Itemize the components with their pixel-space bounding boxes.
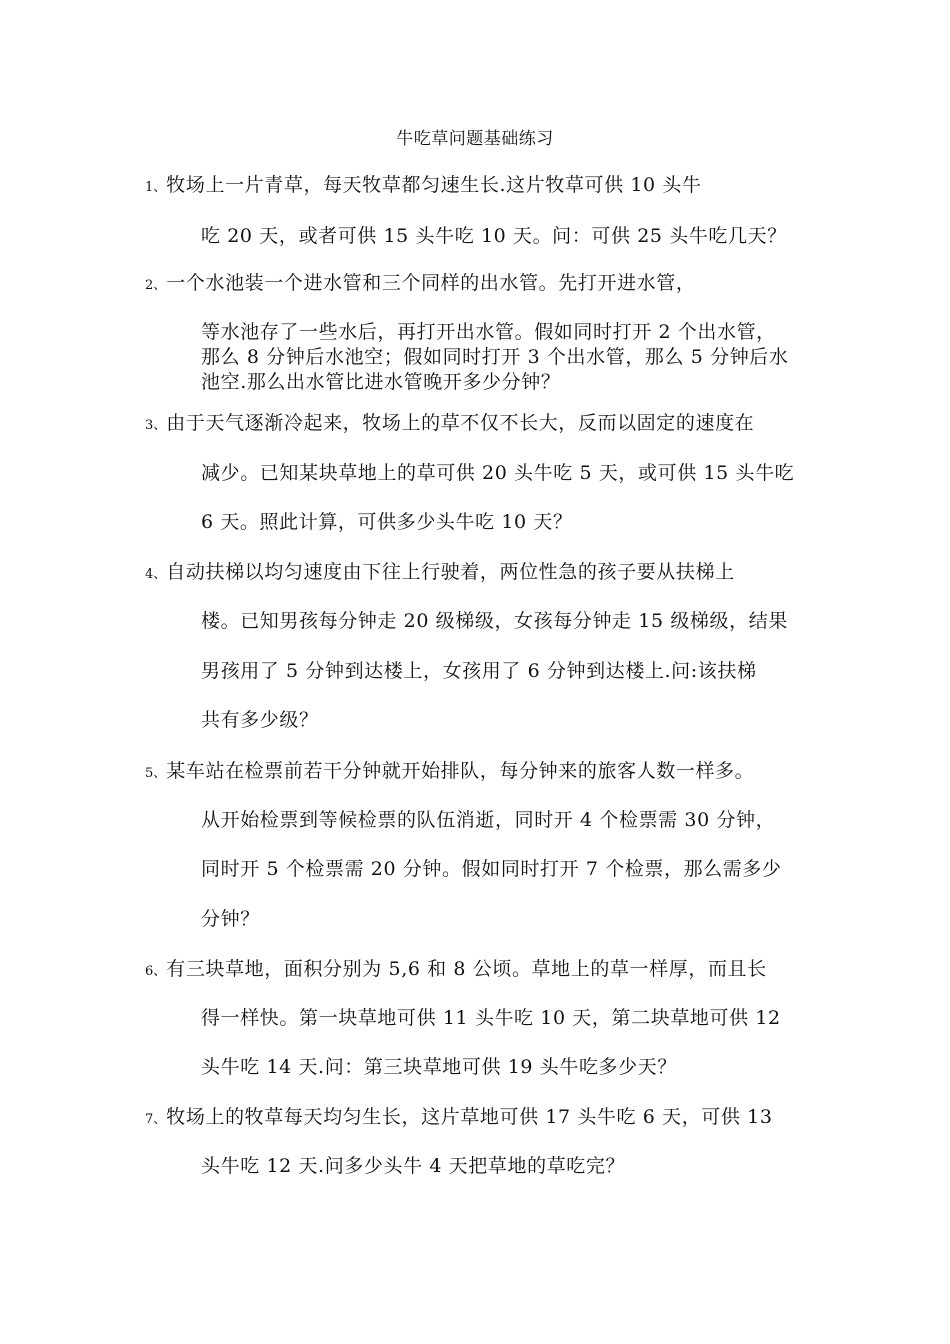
problem-4-text: 自动扶梯以均匀速度由下往上行驶着，两位性急的孩子要从扶梯上 bbox=[166, 561, 735, 583]
problem-6-line-2: 得一样快。第一块草地可供 11 头牛吃 10 天，第二块草地可供 12 bbox=[201, 1007, 781, 1029]
problem-5-line-3: 同时开 5 个检票需 20 分钟。假如同时打开 7 个检票，那么需多少 bbox=[201, 858, 782, 880]
problem-4-line-1 bbox=[145, 560, 735, 587]
problem-2-line-1 bbox=[145, 271, 695, 298]
problem-1-number: 1、 bbox=[145, 180, 167, 195]
problem-5-line-1 bbox=[145, 759, 754, 786]
problem-3-line-3: 6 天。照此计算，可供多少头牛吃 10 天？ bbox=[201, 511, 573, 533]
problem-2-line-3: 那么 8 分钟后水池空；假如同时打开 3 个出水管，那么 5 分钟后水 bbox=[201, 346, 789, 368]
problem-6-line-3: 头牛吃 14 天.问：第三块草地可供 19 头牛吃多少天？ bbox=[201, 1056, 677, 1078]
problem-7-number: 7、 bbox=[145, 1112, 167, 1127]
problem-6-text: 有三块草地，面积分别为 5,6 和 8 公顷。草地上的草一样厚，而且长 bbox=[166, 958, 767, 980]
problem-5-text: 某车站在检票前若干分钟就开始排队，每分钟来的旅客人数一样多。 bbox=[166, 760, 755, 782]
problem-4-number: 4、 bbox=[145, 567, 167, 582]
problem-3-number: 3、 bbox=[145, 418, 167, 433]
problem-5-number: 5、 bbox=[145, 766, 167, 781]
problem-3-line-1 bbox=[145, 411, 754, 438]
problem-1-line-1 bbox=[145, 173, 702, 200]
problem-5-line-2: 从开始检票到等候检票的队伍消逝，同时开 4 个检票需 30 分钟， bbox=[201, 809, 776, 831]
problem-1-text: 牧场上一片青草，每天牧草都匀速生长.这片牧草可供 10 头牛 bbox=[166, 174, 702, 196]
problem-4-line-3: 男孩用了 5 分钟到达楼上，女孩用了 6 分钟到达楼上.问:该扶梯 bbox=[201, 660, 757, 682]
problem-4-line-4: 共有多少级？ bbox=[201, 709, 319, 731]
problem-3-text: 由于天气逐渐冷起来，牧场上的草不仅不长大，反而以固定的速度在 bbox=[166, 412, 755, 434]
problem-6-line-1 bbox=[145, 957, 767, 984]
problem-3-line-2: 减少。已知某块草地上的草可供 20 头牛吃 5 天，或可供 15 头牛吃 bbox=[201, 462, 795, 484]
problem-2-number: 2、 bbox=[145, 278, 167, 293]
problem-2-line-4: 池空.那么出水管比进水管晚开多少分钟？ bbox=[201, 371, 561, 393]
problem-7-text: 牧场上的牧草每天均匀生长，这片草地可供 17 头牛吃 6 天，可供 13 bbox=[166, 1106, 773, 1128]
problem-5-line-4: 分钟？ bbox=[201, 908, 260, 930]
problem-7-line-2: 头牛吃 12 天.问多少头牛 4 天把草地的草吃完？ bbox=[201, 1155, 626, 1177]
problem-1-line-2: 吃 20 天，或者可供 15 头牛吃 10 天。问：可供 25 头牛吃几天？ bbox=[201, 225, 787, 247]
problem-7-line-1 bbox=[145, 1105, 773, 1132]
problem-6-number: 6、 bbox=[145, 964, 167, 979]
problem-2-line-2: 等水池存了一些水后，再打开出水管。假如同时打开 2 个出水管， bbox=[201, 321, 776, 343]
document-title: 牛吃草问题基础练习 bbox=[396, 129, 554, 149]
problem-2-text: 一个水池装一个进水管和三个同样的出水管。先打开进水管， bbox=[166, 272, 696, 294]
problem-4-line-2: 楼。已知男孩每分钟走 20 级梯级，女孩每分钟走 15 级梯级，结果 bbox=[201, 610, 788, 632]
